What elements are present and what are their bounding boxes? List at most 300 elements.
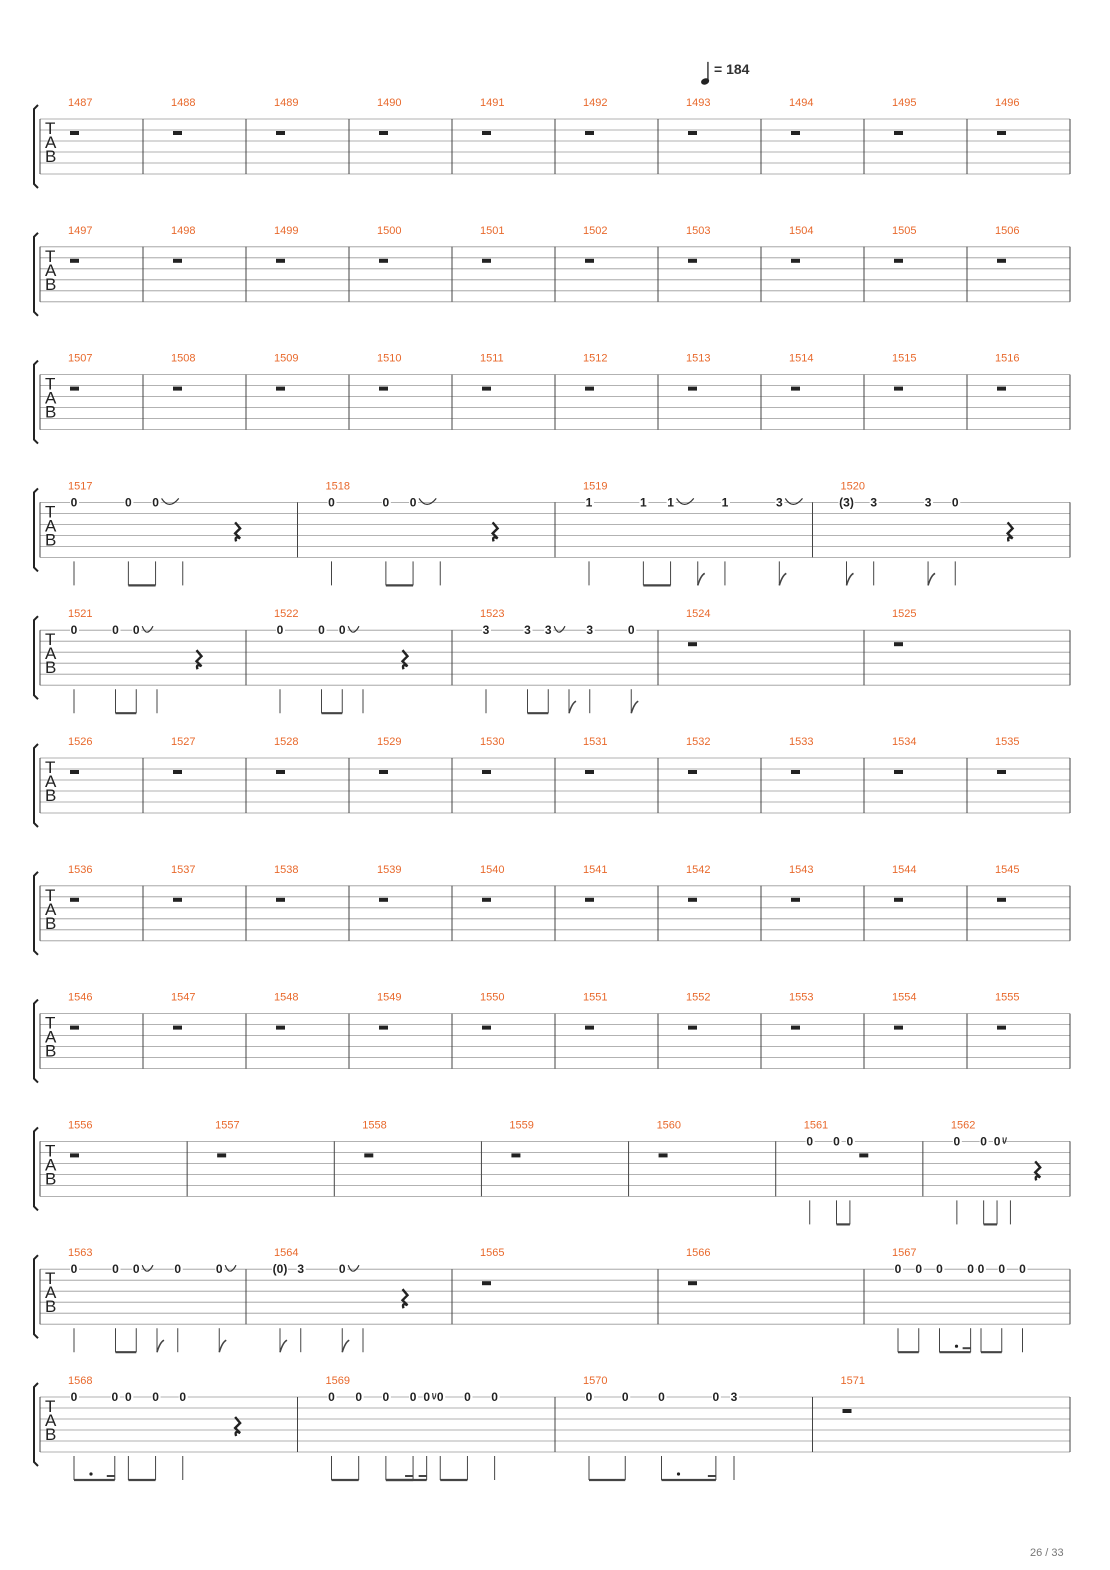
measure-number: 1565	[480, 1247, 505, 1260]
measure-number: 1528	[274, 736, 299, 748]
measure-number: 1518	[325, 480, 350, 493]
whole-rest	[997, 1026, 1006, 1030]
fret-number: 3	[544, 623, 552, 638]
tab-clef-letter: A	[45, 899, 57, 919]
measure-number: 1530	[480, 736, 505, 748]
tab-clef-letter: B	[45, 786, 57, 805]
measure	[583, 736, 658, 813]
measure	[583, 1375, 813, 1480]
measure-number: 1496	[995, 97, 1020, 109]
measure-number: 1526	[68, 736, 93, 748]
whole-rest	[173, 1026, 182, 1030]
quarter-rest	[235, 1417, 240, 1436]
measure	[68, 97, 143, 174]
eighth-flag	[219, 1340, 226, 1352]
measure	[480, 992, 555, 1069]
fret-number: 0	[977, 1262, 985, 1277]
whole-rest	[997, 898, 1006, 902]
measure-number: 1559	[509, 1119, 534, 1132]
measure	[995, 864, 1070, 941]
whole-rest	[379, 1026, 388, 1030]
tab-clef-letter: B	[45, 658, 57, 678]
whole-rest	[364, 1153, 373, 1157]
measure-number: 1513	[686, 352, 711, 365]
measure-number: 1544	[892, 863, 917, 876]
whole-rest	[379, 387, 388, 391]
whole-rest	[894, 770, 903, 774]
whole-rest	[791, 1026, 800, 1030]
measure	[480, 608, 658, 713]
fret-number: 0	[998, 1262, 1006, 1277]
measure	[686, 608, 864, 685]
staff-bracket	[34, 105, 38, 188]
fret-number: 3	[524, 623, 531, 638]
tab-clef-letter: T	[45, 758, 56, 777]
measure	[892, 1247, 1070, 1352]
measure-number: 1555	[995, 991, 1020, 1004]
whole-rest	[894, 131, 903, 135]
eighth-flag	[342, 1340, 349, 1352]
measure	[68, 864, 143, 941]
measure	[686, 992, 761, 1069]
fret-number: 0	[627, 623, 635, 638]
fret-number: 1	[585, 495, 593, 510]
measure-number: 1562	[950, 1119, 976, 1132]
measure	[480, 353, 555, 430]
tab-staff-row	[34, 992, 1070, 1083]
tab-staff-row	[34, 864, 1070, 955]
measure-number: 1520	[840, 480, 865, 493]
whole-rest	[173, 387, 182, 391]
tab-clef-letter: A	[45, 1027, 57, 1047]
fret-number: 0	[328, 495, 335, 510]
whole-rest	[791, 387, 800, 391]
measure	[480, 97, 555, 174]
whole-rest	[791, 131, 800, 135]
whole-rest	[276, 1026, 285, 1030]
measure	[171, 992, 246, 1069]
measure-number: 1527	[171, 736, 196, 748]
measure	[274, 864, 349, 941]
eighth-flag	[698, 573, 705, 585]
whole-rest	[894, 898, 903, 902]
measure-number: 1531	[583, 736, 608, 748]
measure-number: 1497	[68, 224, 93, 237]
measure	[686, 1247, 864, 1324]
tie	[225, 1265, 236, 1271]
measure	[362, 1119, 481, 1196]
measure-number: 1490	[377, 97, 402, 109]
tab-clef-letter: A	[45, 772, 57, 791]
fret-number: 0	[132, 623, 140, 638]
fret-number: 0	[953, 1134, 961, 1149]
measure	[377, 225, 452, 302]
measure	[68, 225, 143, 302]
fret-number: 0	[1019, 1262, 1026, 1277]
measure-number: 1492	[583, 97, 608, 109]
whole-rest	[894, 642, 903, 646]
measure	[892, 225, 967, 302]
whole-rest	[276, 898, 285, 902]
whole-rest	[791, 898, 800, 902]
quarter-rest	[197, 650, 202, 669]
fret-number: 0	[70, 623, 78, 638]
whole-rest	[791, 259, 800, 263]
measure	[583, 992, 658, 1069]
tab-clef-letter: T	[45, 1269, 56, 1289]
fret-number: 0	[111, 1390, 119, 1404]
fret-number: 3	[482, 623, 490, 638]
whole-rest	[688, 131, 697, 135]
measure-number: 1495	[892, 97, 917, 109]
fret-number: 0	[833, 1134, 840, 1149]
staff-bracket	[34, 361, 38, 444]
whole-rest	[997, 387, 1006, 391]
measure	[839, 480, 1071, 585]
measure	[377, 736, 452, 813]
measure	[789, 97, 864, 174]
measure	[995, 97, 1070, 174]
whole-rest	[585, 1026, 594, 1030]
tab-clef-letter: B	[45, 402, 57, 422]
eighth-flag	[847, 573, 854, 585]
measure	[274, 992, 349, 1069]
measure	[68, 1375, 298, 1480]
measure-number: 1570	[583, 1375, 608, 1387]
tab-clef-letter: A	[45, 133, 57, 152]
measure-number: 1534	[892, 736, 917, 748]
staff-bracket	[34, 1255, 38, 1338]
whole-rest	[173, 898, 182, 902]
fret-number: 0	[276, 623, 284, 638]
fret-number: 0	[712, 1390, 720, 1404]
measure	[171, 97, 246, 174]
tie	[142, 1265, 153, 1271]
measure	[892, 97, 967, 174]
tab-clef-letter: A	[45, 1283, 57, 1303]
fret-number: 0	[409, 495, 417, 510]
fret-number: 0	[318, 623, 325, 638]
whole-rest	[70, 387, 79, 391]
tie	[419, 498, 436, 504]
fret-number: 0	[967, 1262, 974, 1277]
tab-staff-row	[34, 736, 1070, 827]
fret-number: 0	[215, 1262, 223, 1277]
tie	[348, 626, 359, 632]
measure-number: 1506	[995, 224, 1020, 237]
whole-rest	[70, 131, 79, 135]
measure-number: 1525	[892, 608, 917, 621]
measure	[274, 736, 349, 813]
fret-number: 0	[338, 623, 346, 638]
measure	[68, 1247, 246, 1352]
fret-number: 0	[125, 495, 132, 510]
measure	[274, 353, 349, 430]
measure-number: 1516	[995, 352, 1020, 365]
tab-clef-letter: T	[45, 374, 56, 394]
measure-number: 1488	[171, 97, 196, 109]
measure-number: 1501	[480, 224, 505, 237]
fret-number: 0	[436, 1390, 444, 1404]
measure	[686, 736, 761, 813]
measure	[789, 225, 864, 302]
whole-rest	[585, 770, 594, 774]
measure-number: 1532	[686, 736, 711, 748]
measure-number: 1548	[274, 991, 299, 1004]
measure	[583, 225, 658, 302]
tab-clef-letter: T	[45, 1141, 56, 1161]
measure	[171, 225, 246, 302]
measure	[272, 1247, 452, 1352]
measure	[951, 1119, 1070, 1224]
tab-clef-letter: B	[45, 1425, 57, 1444]
fret-number: 3	[775, 495, 783, 510]
measure	[995, 225, 1070, 302]
fret-number: 0	[980, 1134, 987, 1149]
whole-rest	[482, 1026, 491, 1030]
measure-number: 1554	[892, 991, 917, 1004]
measure-number: 1517	[68, 480, 93, 493]
measure-number: 1553	[789, 991, 814, 1004]
quarter-rest	[235, 522, 240, 541]
whole-rest	[688, 898, 697, 902]
measure	[686, 353, 761, 430]
measure-number: 1524	[686, 608, 711, 621]
measure	[68, 608, 246, 713]
whole-rest	[688, 770, 697, 774]
whole-rest	[894, 1026, 903, 1030]
fret-number: 3	[297, 1262, 305, 1277]
measure	[789, 864, 864, 941]
fret-number: (0)	[272, 1262, 288, 1277]
measure-number: 1494	[789, 97, 814, 109]
measure-number: 1521	[68, 608, 93, 621]
measure	[171, 736, 246, 813]
eighth-flag	[928, 573, 935, 585]
measure-number: 1504	[789, 224, 814, 237]
whole-rest	[70, 1026, 79, 1030]
measure	[583, 353, 658, 430]
tie	[162, 498, 179, 504]
measure-number: 1533	[789, 736, 814, 748]
fret-number: 0	[993, 1134, 1001, 1149]
measure-number: 1571	[840, 1375, 865, 1387]
measure	[68, 992, 143, 1069]
measure	[480, 225, 555, 302]
whole-rest	[379, 898, 388, 902]
whole-rest	[482, 770, 491, 774]
measure	[995, 736, 1070, 813]
tab-clef-letter: B	[45, 1041, 57, 1061]
measure-number: 1564	[274, 1247, 299, 1260]
tie	[677, 498, 694, 504]
fret-number: 0	[70, 495, 78, 510]
measure	[377, 864, 452, 941]
measure-number: 1545	[995, 863, 1020, 876]
fret-number: 0	[152, 495, 159, 510]
dot	[89, 1472, 92, 1475]
measure	[686, 864, 761, 941]
fret-number: 0	[70, 1390, 78, 1404]
whole-rest	[997, 770, 1006, 774]
tab-clef-letter: A	[45, 1155, 57, 1175]
measure	[326, 480, 556, 585]
whole-rest	[997, 259, 1006, 263]
fret-number: 0	[491, 1390, 498, 1404]
fret-number: 0	[658, 1390, 665, 1404]
tab-staff-row	[34, 1375, 1070, 1480]
measure-number: 1540	[480, 863, 505, 876]
fret-number: 0	[382, 495, 390, 510]
measure-number: 1499	[274, 224, 299, 237]
fret-number: 0	[152, 1390, 159, 1404]
whole-rest	[482, 1281, 491, 1285]
fret-number: 0	[179, 1390, 187, 1404]
fret-number: 0	[409, 1390, 417, 1404]
whole-rest	[482, 131, 491, 135]
fret-number: 0	[936, 1262, 943, 1277]
measure-number: 1514	[789, 352, 814, 365]
measure-number: 1549	[377, 991, 402, 1004]
fret-number: 0	[328, 1390, 335, 1404]
staff-bracket	[34, 616, 38, 699]
whole-rest	[585, 259, 594, 263]
measure-number: 1512	[583, 352, 608, 365]
measure-number: 1489	[274, 97, 299, 109]
staff-bracket	[34, 233, 38, 316]
measure	[68, 736, 143, 813]
measure-number: 1568	[68, 1375, 93, 1387]
whole-rest	[791, 770, 800, 774]
measure-number: 1563	[68, 1247, 93, 1260]
whole-rest	[585, 898, 594, 902]
staff-bracket	[34, 1383, 38, 1466]
measure	[480, 1247, 658, 1324]
measure	[995, 353, 1070, 430]
measure-number: 1508	[171, 352, 196, 365]
whole-rest	[843, 1409, 852, 1413]
tab-clef-letter: B	[45, 1297, 57, 1317]
eighth-flag	[779, 573, 786, 585]
whole-rest	[997, 131, 1006, 135]
whole-rest	[276, 131, 285, 135]
fret-number: (3)	[839, 495, 854, 510]
measure	[804, 1119, 923, 1224]
quarter-rest	[403, 650, 408, 669]
measure	[480, 864, 555, 941]
tie	[554, 626, 565, 632]
quarter-rest	[1035, 1161, 1040, 1180]
tab-clef-letter: T	[45, 1397, 56, 1416]
whole-rest	[688, 1026, 697, 1030]
tab-clef-letter: B	[45, 530, 57, 550]
whole-rest	[482, 259, 491, 263]
tab-clef-letter: B	[45, 913, 57, 933]
tie	[785, 498, 802, 504]
tab-clef-letter: A	[45, 644, 57, 664]
measure	[377, 353, 452, 430]
measure-number: 1537	[171, 863, 196, 876]
measure	[892, 864, 967, 941]
eighth-flag	[569, 701, 576, 713]
measure	[841, 1375, 1071, 1452]
fret-number: 0	[70, 1262, 78, 1277]
measure-number: 1538	[274, 863, 299, 876]
fret-number: 0	[951, 495, 959, 510]
measure	[789, 992, 864, 1069]
fret-number: 0	[355, 1390, 363, 1404]
tie	[433, 1393, 437, 1399]
measure	[789, 353, 864, 430]
tab-staff-row	[34, 1247, 1070, 1352]
staff-bracket	[34, 488, 38, 571]
tab-clef-letter: T	[45, 1013, 56, 1033]
fret-number: 0	[806, 1134, 814, 1149]
fret-number: 1	[640, 495, 647, 510]
tab-clef-letter: A	[45, 260, 57, 280]
measure-number: 1567	[892, 1247, 917, 1260]
fret-number: 0	[915, 1262, 923, 1277]
eighth-flag	[157, 1340, 164, 1352]
fret-number: 0	[464, 1390, 471, 1404]
eighth-flag	[631, 701, 638, 713]
tab-clef-letter: B	[45, 274, 57, 294]
tab-staff-row	[34, 1119, 1070, 1224]
measure-number: 1519	[583, 480, 608, 493]
whole-rest	[379, 770, 388, 774]
measure-number: 1560	[656, 1119, 682, 1132]
tab-clef-letter: A	[45, 516, 57, 536]
measure	[509, 1119, 628, 1196]
measure	[892, 736, 967, 813]
staff-bracket	[34, 872, 38, 955]
tab-clef-letter: T	[45, 502, 56, 522]
half-rest	[859, 1153, 868, 1157]
measure-number: 1546	[68, 991, 93, 1004]
fret-number: 0	[125, 1390, 132, 1404]
measure-number: 1505	[892, 224, 917, 237]
whole-rest	[276, 387, 285, 391]
measure-number: 1551	[583, 991, 608, 1004]
tab-clef-letter: T	[45, 885, 56, 905]
quarter-rest	[403, 1289, 408, 1308]
measure	[657, 1119, 776, 1196]
dot	[955, 1345, 958, 1348]
whole-rest	[379, 131, 388, 135]
staff-bracket	[34, 1127, 38, 1210]
measure	[583, 864, 658, 941]
tie	[1003, 1137, 1006, 1143]
measure-number: 1558	[362, 1119, 387, 1132]
page-indicator: 26 / 33	[1030, 1547, 1064, 1559]
measure-number: 1502	[583, 224, 608, 237]
measure-number: 1523	[480, 608, 505, 621]
whole-rest	[688, 1281, 697, 1285]
tempo-marking: = 184	[714, 61, 750, 77]
measure-number: 1569	[325, 1375, 350, 1387]
measure-number: 1511	[480, 352, 504, 365]
measure	[583, 97, 658, 174]
measure	[892, 353, 967, 430]
fret-number: 0	[894, 1262, 902, 1277]
quarter-rest	[1008, 522, 1013, 541]
tab-staff-row	[34, 225, 1070, 316]
measure	[686, 97, 761, 174]
fret-number: 0	[338, 1262, 346, 1277]
measure-number: 1541	[583, 863, 608, 876]
measure	[68, 480, 298, 585]
whole-rest	[482, 387, 491, 391]
